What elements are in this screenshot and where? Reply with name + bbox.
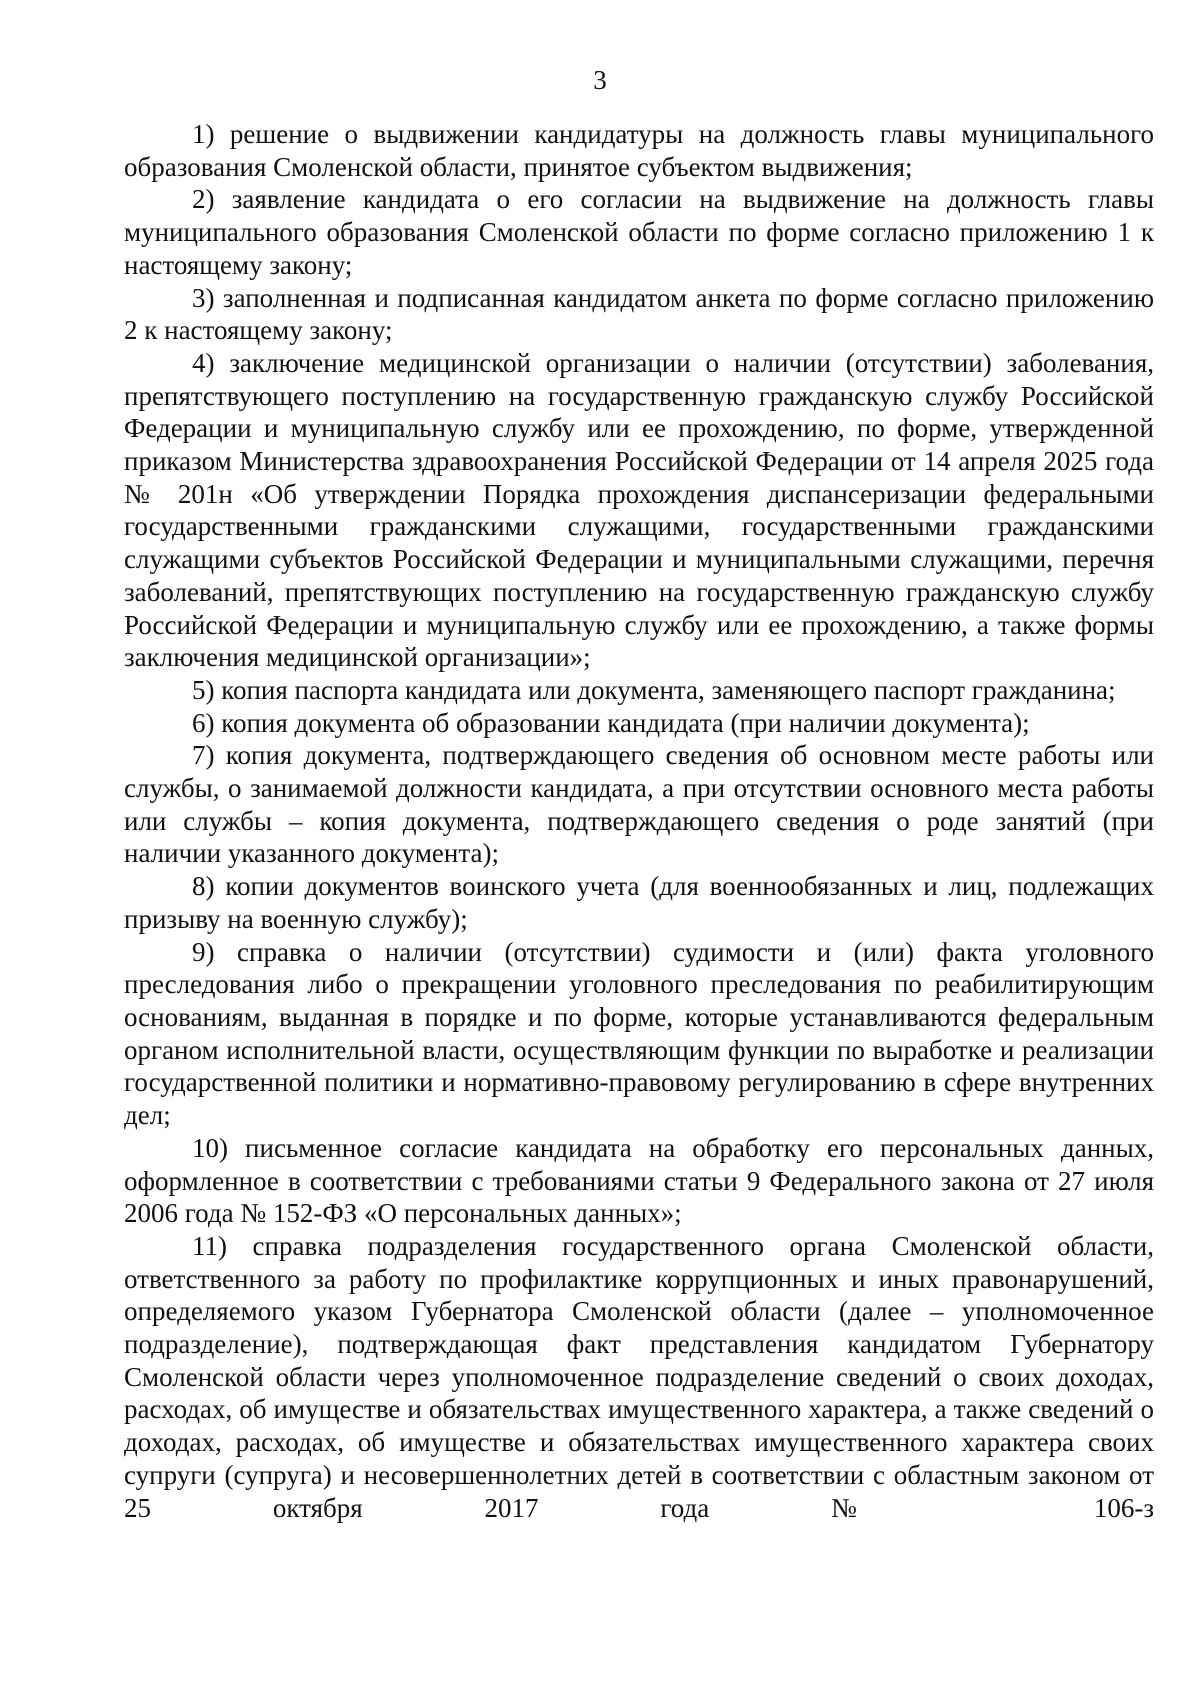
list-item-9: 9) справка о наличии (отсутствии) судимости и (или) факта уголовного преследования либо о прекращении уголовного преследования по реабилитирующим основаниям, выданная в порядке и по форме, которые устанавливаются федеральным органом исполнительной власти, осуществляющим функции по выработке и реализации государственной политики и нормативно-правовому регулированию в сфере внутренних дел; (124, 936, 1154, 1131)
list-item-6: 6) копия документа об образовании кандидата (при наличии документа); (192, 707, 1030, 738)
list-item-2: 2) заявление кандидата о его согласии на выдвижение на должность главы муниципального образования Смоленской области по форме согласно приложению 1 к настоящему закону; (124, 184, 1154, 280)
list-item-10: 10) письменное согласие кандидата на обработку его персональных данных, оформленное в соответствии с требованиями статьи 9 Федерального закона от 27 июля 2006 года № 152-ФЗ «О персональных данных»; (124, 1132, 1154, 1229)
list-item-5: 5) копия паспорта кандидата или документа, заменяющего паспорт гражданина; (192, 674, 1116, 705)
list-item-7: 7) копия документа, подтверждающего сведения об основном месте работы или службы, о занимаемой должности кандидата, а при отсутствии основного места работы или службы – копия документа, подтверждающего сведения о роде занятий (при наличии указанного документа); (124, 740, 1154, 869)
document-body (124, 118, 1154, 1524)
list-item-3: 3) заполненная и подписанная кандидатом анкета по форме согласно приложению 2 к настоящему закону; (124, 282, 1154, 346)
list-item-11: 11) справка подразделения государственного органа Смоленской области, ответственного за работу по профилактике коррупционных и иных правонарушений, определяемого указом Губернатора Смоленской области (далее – уполномоченное подразделение), подтверждающая факт представления кандидатом Губернатору Смоленской области через уполномоченное подразделение сведений о своих доходах, расходах, об имуществе и обязательствах имущественного характера, а также сведений о доходах, расходах, об имуществе и обязательствах имущественного характера своих супруги (супруга) и несовершеннолетних детей в соответствии с областным законом от 25 октября 2017 года № 106-з (124, 1230, 1154, 1523)
list-item-8: 8) копии документов воинского учета (для военнообязанных и лиц, подлежащих призыву на военную службу); (124, 871, 1154, 934)
page-number: 3 (593, 65, 607, 95)
list-item-4: 4) заключение медицинской организации о наличии (отсутствии) заболевания, препятствующего поступлению на государственную гражданскую службу Российской Федерации и муниципальную службу или ее прохождению, по форме, утвержденной приказом Министерства здравоохранения Российской Федерации от 14 апреля 2025 года № 201н «Об утверждении Порядка прохождения диспансеризации федеральными государственными гражданскими служащими, государственными гражданскими служащими субъектов Российской Федерации и муниципальными служащими, перечня заболеваний, препятствующих поступлению на государственную гражданскую службу Российской Федерации и муниципальную службу или ее прохождению, а также формы заключения медицинской организации»; (124, 347, 1154, 673)
list-item-1: 1) решение о выдвижении кандидатуры на должность главы муниципального образования Смоленской области, принятое субъектом выдвижения; (124, 119, 1154, 182)
